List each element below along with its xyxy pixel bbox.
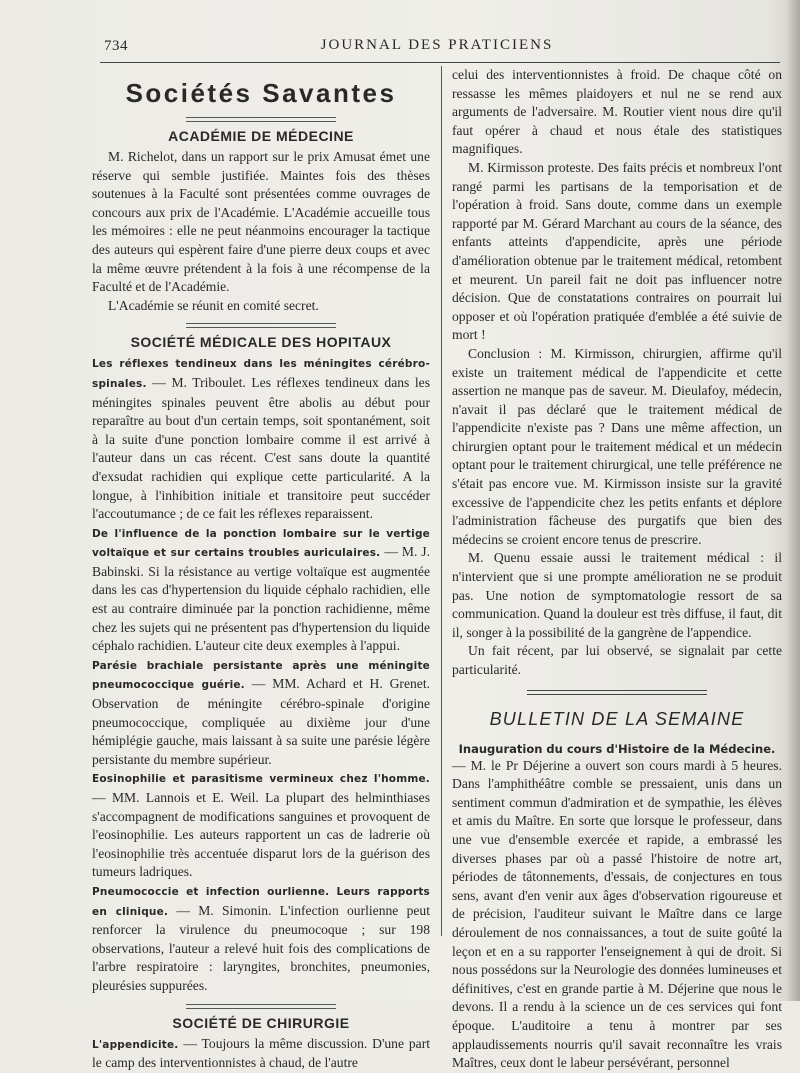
item-title: De l'influence de la ponction lombaire sur le vertige voltaïque et sur certains troubles auriculaires.: [92, 527, 430, 560]
kirmisson-paragraph: M. Kirmisson proteste. Des faits précis et nombreux l'ont rangé parmi les partisans de la temporisation et de l'opération à froid. Sans doute, comme dans un exemple rapporté par M. Gérard Marchant au cours de la séance, des enfants atteints d'appendicite, après une période d'amélioration obtenue par le traitement médical, retombent et meurent. Un pareil fait ne doit pas influencer notre décision. Que de constatations contraires on pourrait lui opposer et où l'opération pratiquée d'emblée a été suivie de mort !: [452, 159, 782, 343]
academie-heading: ACADÉMIE DE MÉDECINE: [168, 128, 354, 144]
chirurgie-continuation: celui des interventionnistes à froid. De chaque côté on ressasse les mêmes plaidoyers et nul ne se rend aux arguments de l'adversaire. M. Routier vient nous dire qu'il faut opérer à chaud et nous étale des statistiques magnifiques.: [452, 67, 782, 157]
title-rule: [186, 117, 336, 122]
bulletin-heading: Inauguration du cours d'Histoire de la Médecine.: [458, 741, 776, 756]
section-rule: [186, 323, 336, 328]
chirurgie-item-1: [92, 1035, 430, 1073]
page-edge-shadow: [786, 0, 800, 1001]
hopitaux-item-4: [92, 769, 430, 882]
right-column: [452, 66, 782, 1071]
item-text: — M. J. Babinski. Si la résistance au vertige voltaïque est augmentée dans les cas d'hypertension du liquide céphalo rachidien, elle est au contraire diminuée par la ponction rachidienne, même chez les sujets qui ne présentent pas d'hypertension du liquide céphalo rachidien. L'auteur cite deux exemples à l'appui.: [92, 544, 430, 654]
running-head: [92, 30, 782, 54]
item-text: — MM. Achard et H. Grenet. Observation de méningite cérébro-spinale d'origine pneumococcique, compliquée au dixième jour d'une hémiplégie gauche, mais laissant à sa suite une parésie légère persistante du membre supérieur.: [92, 676, 430, 767]
item-title: L'appendicite.: [92, 1038, 179, 1051]
left-column: [92, 66, 430, 1071]
page-number: 734: [104, 38, 128, 54]
item-text: — MM. Lannois et E. Weil. La plupart des helminthiases s'accompagnent de modifications sanguines et provoquent de l'eosinophilie. Les auteurs rapportent un cas de ladrerie où l'eosinophilie très accentuée disparut lors de la guérison des tumeurs ladriques.: [92, 790, 430, 880]
section-title: Sociétés Savantes: [125, 78, 397, 108]
bulletin-rule: [527, 690, 707, 695]
item-text: — M. Simonin. L'infection ourlienne peut renforcer la virulence du pneumocoque ; sur 198 observations, l'auteur a relevé huit fois des complications de l'arbre respiratoire : laryngites, bronchites, pneumonies, pleurésies suppurées.: [92, 902, 430, 993]
item-text: — Toujours la même discussion. D'une part le camp des interventionnistes à chaud, de l'autre: [92, 1035, 430, 1071]
item-text: — M. Triboulet. Les réflexes tendineux dans les méningites spinales peuvent être abolis au début pour reparaître au bout d'un certain temps, soit spontanément, soit à la suite d'une ponction lombaire comme il est arrivé à l'auteur dans un cas récent. C'est sans doute la quantité d'exsudat rachidien qui explique cette particularité. A la longue, à l'inhibition initiale et transitoire peut succéder l'accoutumance ; de ce fait les réflexes reparaissent.: [92, 374, 430, 522]
conclusion-paragraph: Conclusion : M. Kirmisson, chirurgien, affirme qu'il existe un traitement médical de l'appendicite et cette assertion ne manque pas de saveur. M. Dieulafoy, médecin, n'avait il pas déclaré que le traitement médical de l'appendicite n'existe pas ? Dans une même affection, un chirurgien optant pour le traitement médical et un médecin optant pour le traitement chirurgical, une telle préférence ne s'était pas encore vue. M. Kirmisson insiste sur la gravité excessive de l'appendicite chez les petits enfants et déplore l'administration fâcheuse des purgatifs que bien des médecins se croient encore tenus de prescrire.: [452, 345, 782, 547]
column-divider: [441, 66, 442, 936]
header-rule: [100, 62, 780, 63]
item-title: Eosinophilie et parasitisme vermineux chez l'homme.: [92, 773, 430, 786]
chirurgie-heading: SOCIÉTÉ DE CHIRURGIE: [172, 1014, 350, 1031]
recent-fact-paragraph: Un fait récent, par lui observé, se signalait par cette particularité.: [452, 643, 782, 677]
bulletin-paragraph: — M. le Pr Déjerine a ouvert son cours mardi à 5 heures. Dans l'amphithéâtre comble se pressaient, unis dans un sentiment commun d'admiration et de sympathie, les élèves et amis du Maître. En sorte que lorsque le professeur, dans une vue d'ensemble exercée et rapide, a embrassé les diverses phases par où a passé l'histoire de notre art, périodes de tâtonnements, d'essais, de conjectures en tous sens, avant d'en venir aux âges d'observation rigoureuse et de précision, l'auditeur suivant le Maître dans ce large déroulement de nos connaissances, a tout de suite goûté la leçon et en a su rapporter l'enseignement à qui de droit. Si nous possédons sur la Neurologie des données lumineuses et définitives, c'est en grande partie à M. Déjerine que nous le devons. Il a rendu à la science un de ces services qui font époque. L'auditoire a tenu à montrer par ses applaudissements nourris qu'il savait reconnaître les vrais Maîtres, ceux dont le labeur persévérant, personnel: [452, 757, 782, 1071]
hopitaux-heading: SOCIÉTÉ MÉDICALE DES HOPITAUX: [130, 334, 392, 351]
item-title: Les réflexes tendineux dans les méningites cérébro-spinales.: [92, 358, 430, 390]
bulletin-title: BULLETIN DE LA SEMAINE: [489, 708, 745, 729]
item-title: Parésie brachiale persistante après une méningite pneumococcique guérie.: [92, 659, 430, 692]
academie-paragraph-2: L'Académie se réunit en comité secret.: [108, 297, 319, 313]
hopitaux-item-5: [92, 882, 430, 996]
item-title: Pneumococcie et infection ourlienne. Leurs rapports en clinique.: [92, 885, 430, 918]
hopitaux-item-3: [92, 656, 430, 770]
hopitaux-item-1: [92, 354, 430, 523]
academie-paragraph-1: M. Richelot, dans un rapport sur le prix Amusat émet une réserve qui semble justifiée. Maintes fois des thèses soutenues à la Faculté sont présentées comme ouvrages de concours aux prix de l'Académie. L'Académie accueille tous les mémoires : elle ne peut néanmoins encourager la tactique des auteurs qui espèrent faire d'une pierre deux coups et avec la même œuvre prétendent à la fois à une récompense de la Faculté et de l'Académie.: [92, 149, 430, 295]
section-rule: [186, 1004, 336, 1009]
journal-title: JOURNAL DES PRATICIENS: [320, 37, 554, 53]
quenu-paragraph: M. Quenu essaie aussi le traitement médical : il n'intervient que si une prompte amélioration ne se produit pas. Une notion de symptomatologie ressort de sa communication. Quand la douleur est très diffuse, il faut, dit il, songer à la possibilité de la gangrène de l'appendice.: [452, 550, 782, 640]
hopitaux-item-2: [92, 524, 430, 656]
